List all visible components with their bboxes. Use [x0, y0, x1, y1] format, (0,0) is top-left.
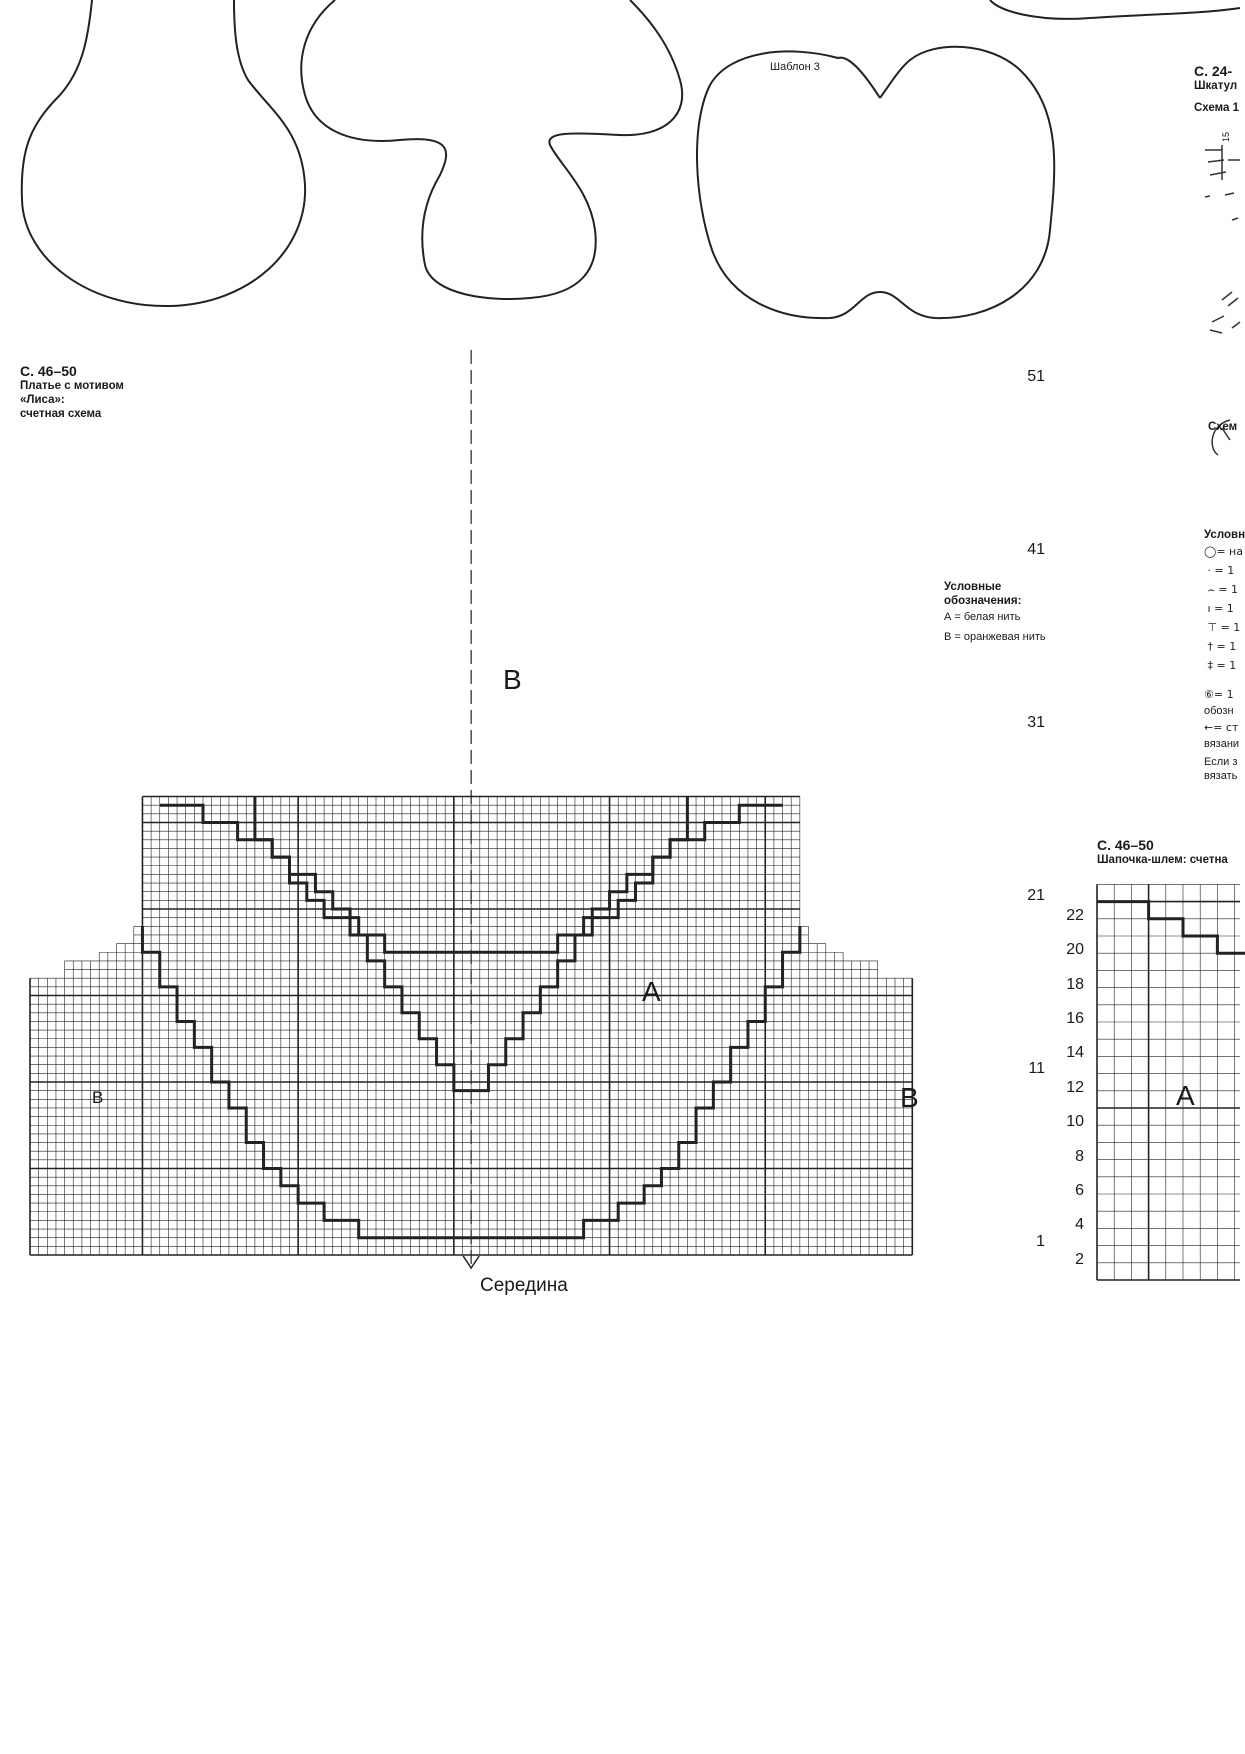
box-note-text: вязани — [1204, 738, 1240, 750]
dress-middle-label: Середина — [480, 1275, 568, 1296]
box-scheme2-label: Схем — [1208, 421, 1238, 433]
box-scheme-label: Схема 1 — [1194, 102, 1240, 114]
box-symbol-text: = 1 — [1214, 602, 1234, 615]
box-tick-15: 15 — [1221, 131, 1232, 143]
box-note-text: Если з — [1204, 756, 1238, 768]
double-dagger-icon: ‡ — [1204, 659, 1217, 672]
box-title: Шкатул — [1194, 80, 1238, 92]
dress-title-line2: «Лиса»: — [20, 394, 65, 406]
dress-letter-b-right: В — [900, 1082, 919, 1113]
dress-letter-b-left: В — [92, 1088, 104, 1107]
box-symbol-text: = 1 — [1220, 621, 1241, 634]
dress-title-line1: Платье с мотивом — [20, 380, 124, 392]
box-symbol-text: = 1 — [1216, 640, 1237, 653]
dress-page-ref: С. 46–50 — [20, 363, 77, 379]
dress-row-label: 21 — [1027, 887, 1045, 904]
helmet-row-label: 6 — [1075, 1182, 1084, 1199]
helmet-row-label: 14 — [1066, 1044, 1084, 1062]
box-note-text: обозн — [1204, 705, 1234, 717]
dress-row-label: 51 — [1027, 368, 1045, 385]
dress-row-label: 11 — [1028, 1060, 1045, 1077]
legend-title-line1: Условные — [944, 581, 1002, 593]
dress-row-label: 31 — [1027, 714, 1045, 731]
template-3-label: Шаблон 3 — [770, 61, 820, 73]
helmet-letter-a: А — [1176, 1080, 1195, 1111]
helmet-row-label: 18 — [1066, 975, 1084, 993]
box-symbols-title: Условн — [1204, 529, 1245, 541]
dagger-icon: † — [1204, 640, 1217, 653]
dot-icon: · — [1204, 564, 1215, 577]
dress-row-label: 1 — [1036, 1233, 1045, 1250]
helmet-row-label: 16 — [1066, 1010, 1084, 1027]
box-note-text: = 1 — [1213, 688, 1234, 701]
numbered-arc-icon: ⑥ — [1204, 688, 1214, 701]
arrow-left-icon: ← — [1204, 721, 1214, 734]
tee-icon: ⊤ — [1204, 621, 1221, 634]
arc-icon: ⌢ — [1204, 583, 1219, 596]
dress-letter-a: А — [642, 976, 661, 1007]
helmet-row-label: 20 — [1066, 941, 1084, 959]
dress-row-label: 41 — [1027, 541, 1045, 558]
dress-title-line3: счетная схема — [20, 408, 102, 420]
box-page-ref: С. 24- — [1194, 63, 1233, 79]
helmet-row-label: 12 — [1066, 1078, 1084, 1096]
legend-title-line2: обозначения: — [944, 595, 1022, 607]
helmet-row-label: 10 — [1066, 1113, 1084, 1131]
box-symbol-text: = 1 — [1216, 659, 1237, 672]
helmet-row-label: 4 — [1075, 1216, 1084, 1234]
legend-item-a: А = белая нить — [944, 611, 1021, 623]
helmet-row-label: 8 — [1075, 1147, 1084, 1165]
legend-item-b: В = оранжевая нить — [944, 631, 1046, 643]
circle-icon: ◯ — [1204, 545, 1217, 558]
box-note-text: вязать — [1204, 770, 1238, 782]
box-symbol-text: = 1 — [1218, 583, 1238, 596]
helmet-motif-outline — [1097, 902, 1245, 954]
box-note-text: = ст — [1213, 721, 1239, 734]
box-symbol-text: = на — [1216, 545, 1243, 558]
dress-letter-b-top: В — [503, 664, 522, 695]
helmet-row-label: 22 — [1066, 906, 1084, 924]
helmet-page-ref: С. 46–50 — [1097, 837, 1154, 853]
helmet-title: Шапочка-шлем: счетна — [1097, 854, 1228, 866]
tick-icon: ı — [1204, 602, 1215, 615]
box-symbol-text: = 1 — [1214, 564, 1235, 577]
helmet-row-label: 2 — [1075, 1250, 1084, 1268]
